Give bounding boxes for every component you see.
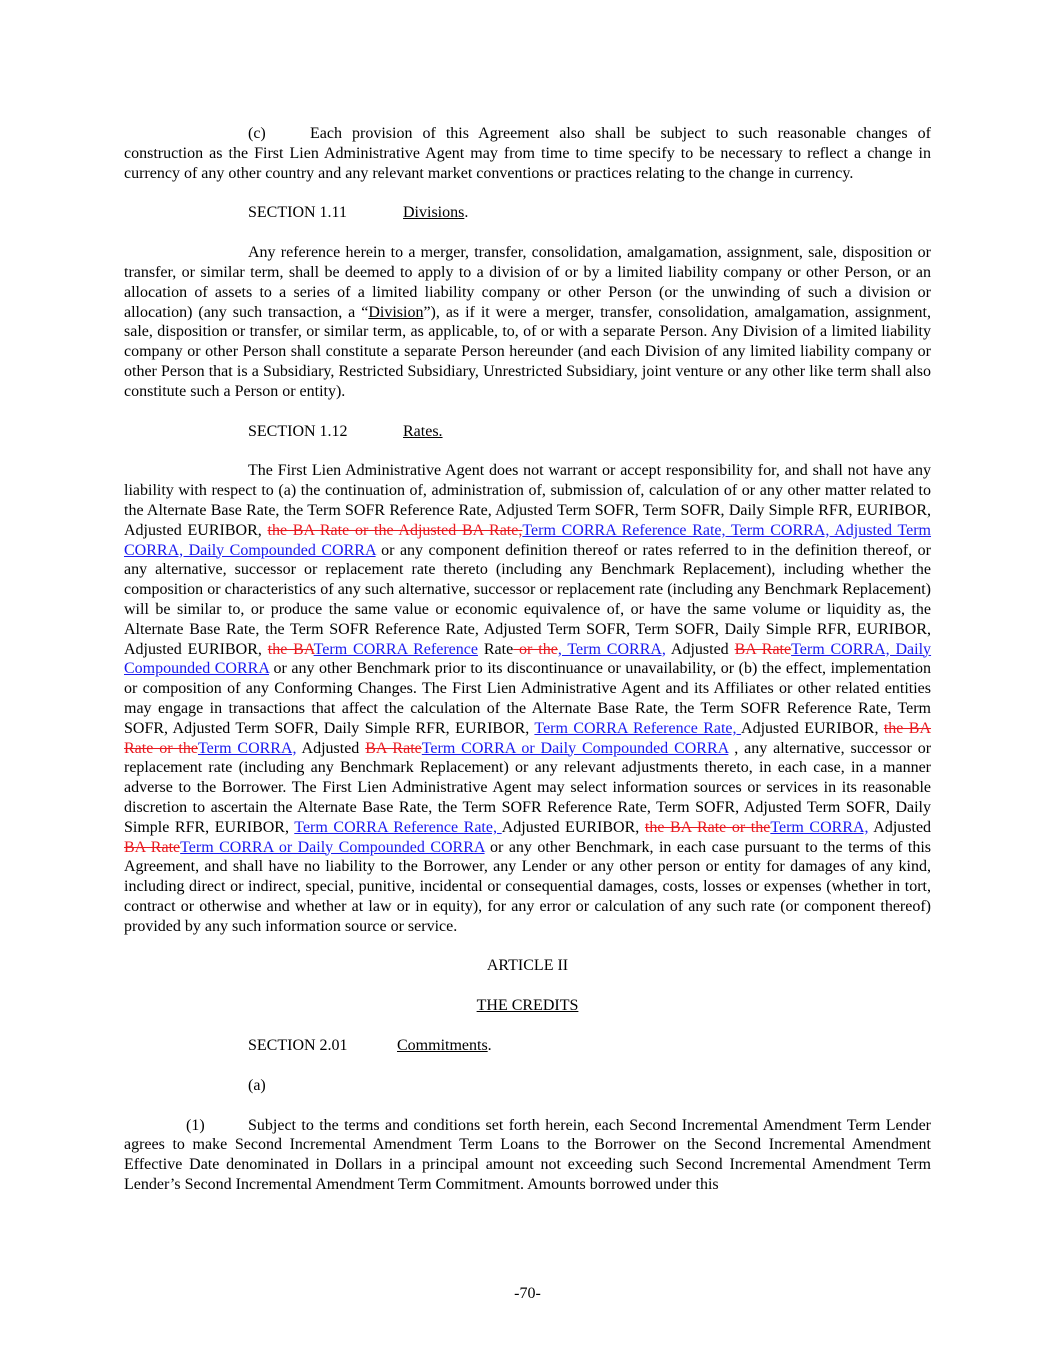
divisions-paragraph: [124, 243, 931, 401]
divisions-text-1: Any reference herein to a merger, transfer, consolidation, amalgamation, assignment, sale, disposition or transfer, or similar term, shall be deemed to apply to a division of or by a limited liability company or other Person, or an allocation of assets to a series of a limited liability company or other Person (or the unwinding of such a division or allocation) (any such transaction, a “: [124, 244, 931, 321]
rates-text: or any other Benchmark prior to its discontinuance or unavailability, or (b) the effect, implementation or composition of any Conforming Changes. The First Lien Administrative Agent and its Affiliates or other related entities may engage in transactions that affect the calculation of the Alternate Base Rate, the Term SOFR Reference Rate, Term SOFR, Adjusted Term SOFR, Daily Simple RFR, EURIBOR,: [124, 660, 931, 737]
section-1-11-title: Divisions: [403, 204, 465, 222]
rates-text: Adjusted: [665, 640, 735, 658]
deleted-text: the BA: [267, 640, 314, 658]
section-1-12-title: Rates.: [403, 422, 443, 440]
section-1-12-heading: [124, 422, 931, 442]
deleted-text: BA Rate: [124, 838, 181, 856]
inserted-text: Term CORRA,: [770, 818, 869, 836]
deleted-text: the BA Rate or the: [124, 719, 932, 757]
rates-text: The First Lien Administrative Agent does not warrant or accept responsibility for, and shall not have any liability with respect to (a) the continuation of, administration of, submission of, calculation of or any other matter related to the Alternate Base Rate, the Term SOFR Reference Rate, Adjusted Term SOFR, Term SOFR, Daily Simple RFR, EURIBOR, Adjusted EURIBOR,: [124, 462, 931, 539]
paragraph-c-label: (c): [248, 125, 266, 142]
inserted-text: Term CORRA Reference Rate,: [534, 719, 742, 737]
rates-text: Rate: [477, 640, 514, 658]
document-page: [124, 124, 931, 1195]
inserted-text: Term CORRA or Daily Compounded CORRA: [180, 838, 485, 856]
inserted-text: Term CORRA Reference: [313, 640, 478, 658]
section-1-11-heading: [124, 203, 931, 223]
inserted-text: Term CORRA,: [197, 739, 297, 757]
section-2-01-title: Commitments: [397, 1037, 488, 1055]
rates-text: Adjusted: [296, 739, 366, 757]
deleted-text: or the: [513, 640, 558, 658]
inserted-text: Term CORRA or Daily Compounded CORRA: [421, 739, 729, 757]
division-defined-term: Division: [368, 303, 424, 321]
rates-text: Adjusted EURIBOR,: [501, 818, 645, 836]
inserted-text: Term CORRA Reference Rate, Term CORRA, Adjusted Term CORRA, Daily Compounded CORRA: [124, 521, 932, 559]
section-2-01-period: .: [487, 1037, 492, 1055]
section-2-01-number: SECTION 2.01: [248, 1037, 348, 1055]
rates-text: or any other Benchmark, in each case pursuant to the terms of this Agreement, and shall have no liability to the Borrower, any Lender or any other person or entity for damages of any kind, including direct or indirect, special, punitive, incidental or consequential damages, costs, losses or expenses (whether in tort, contract or otherwise and whether at law or in equity), for any error or calculation of any such rate (or component thereof) provided by any such information source or service.: [124, 838, 932, 935]
article-title-text: THE CREDITS: [476, 997, 579, 1015]
article-title: [124, 996, 931, 1016]
rates-text: Adjusted EURIBOR,: [741, 719, 884, 737]
inserted-text: , Term CORRA,: [557, 640, 666, 658]
rates-text: Adjusted: [868, 818, 932, 836]
section-1-11-number: SECTION 1.11: [248, 204, 347, 222]
rates-text: , any alternative, successor or replacement rate (including any Benchmark Replacement) or any relevant adjustments thereto, in each case, in a manner adverse to the Borrower. The First Lien Administrative Agent may select information sources or services in its reasonable discretion to ascertain the Alternate Base Rate, the Term SOFR Reference Rate, Term SOFR, Adjusted Term SOFR, Daily Simple RFR, EURIBOR,: [124, 739, 932, 836]
inserted-text: Term CORRA Reference Rate,: [294, 818, 502, 836]
article-number: ARTICLE II: [486, 957, 569, 975]
subsection-1-text: Subject to the terms and conditions set forth herein, each Second Incremental Amendment Term Lender agrees to make Second Incremental Amendment Term Loans to the Borrower on the Second Incremental Amendment Effective Date denominated in Dollars in a principal amount not exceeding such Second Incremental Amendment Term Lender’s Second Incremental Amendment Term Commitment. Amounts borrowed under this: [124, 1116, 931, 1194]
subsection-1-label: (1): [186, 1116, 205, 1134]
rates-paragraph: [124, 461, 931, 936]
paragraph-c-text: Each provision of this Agreement also shall be subject to such reasonable changes of construction as the First Lien Administrative Agent may from time to time specify to be necessary to reflect a change in currency of any other country and any relevant market conventions or practices relating to the change in currency.: [124, 125, 931, 182]
subsection-a-label: (a): [248, 1076, 266, 1094]
paragraph-c: [124, 124, 931, 183]
section-2-01-heading: [124, 1036, 931, 1056]
subsection-1-paragraph: [124, 1116, 931, 1195]
inserted-text: Term CORRA, Daily Compounded CORRA: [124, 640, 932, 678]
deleted-text: the BA Rate or the Adjusted BA Rate,: [267, 521, 523, 539]
deleted-text: BA Rate: [734, 640, 792, 658]
page-number: -70-: [514, 1285, 541, 1302]
deleted-text: BA Rate: [365, 739, 422, 757]
deleted-text: the BA Rate or the: [644, 818, 771, 836]
divisions-text-2: ”), as if it were a merger, transfer, consolidation, amalgamation, assignment, sale, disposition or transfer, or similar term, as applicable, to, of or with a separate Person. Any Division of a limited liability company or other Person shall constitute a separate Person hereunder (and each Division of any limited liability company or other Person that is a Subsidiary, Restricted Subsidiary, Unrestricted Subsidiary, joint venture or any other like term shall also constitute such a Person or entity).: [124, 303, 931, 400]
rates-text: or any component definition thereof or rates referred to in the definition thereof, or any alternative, successor or replacement rate thereto (including any Benchmark Replacement), including whether the composition or characteristics of any such alternative, successor or replacement rate (including any Benchmark Replacement) will be similar to, or produce the same value or economic equivalence of, or have the same volume or liquidity as, the Alternate Base Rate, the Term SOFR Reference Rate, Adjusted Term SOFR, Term SOFR, Daily Simple RFR, EURIBOR, Adjusted EURIBOR,: [124, 541, 932, 658]
section-1-11-period: .: [464, 204, 469, 222]
section-1-12-number: SECTION 1.12: [248, 422, 348, 440]
